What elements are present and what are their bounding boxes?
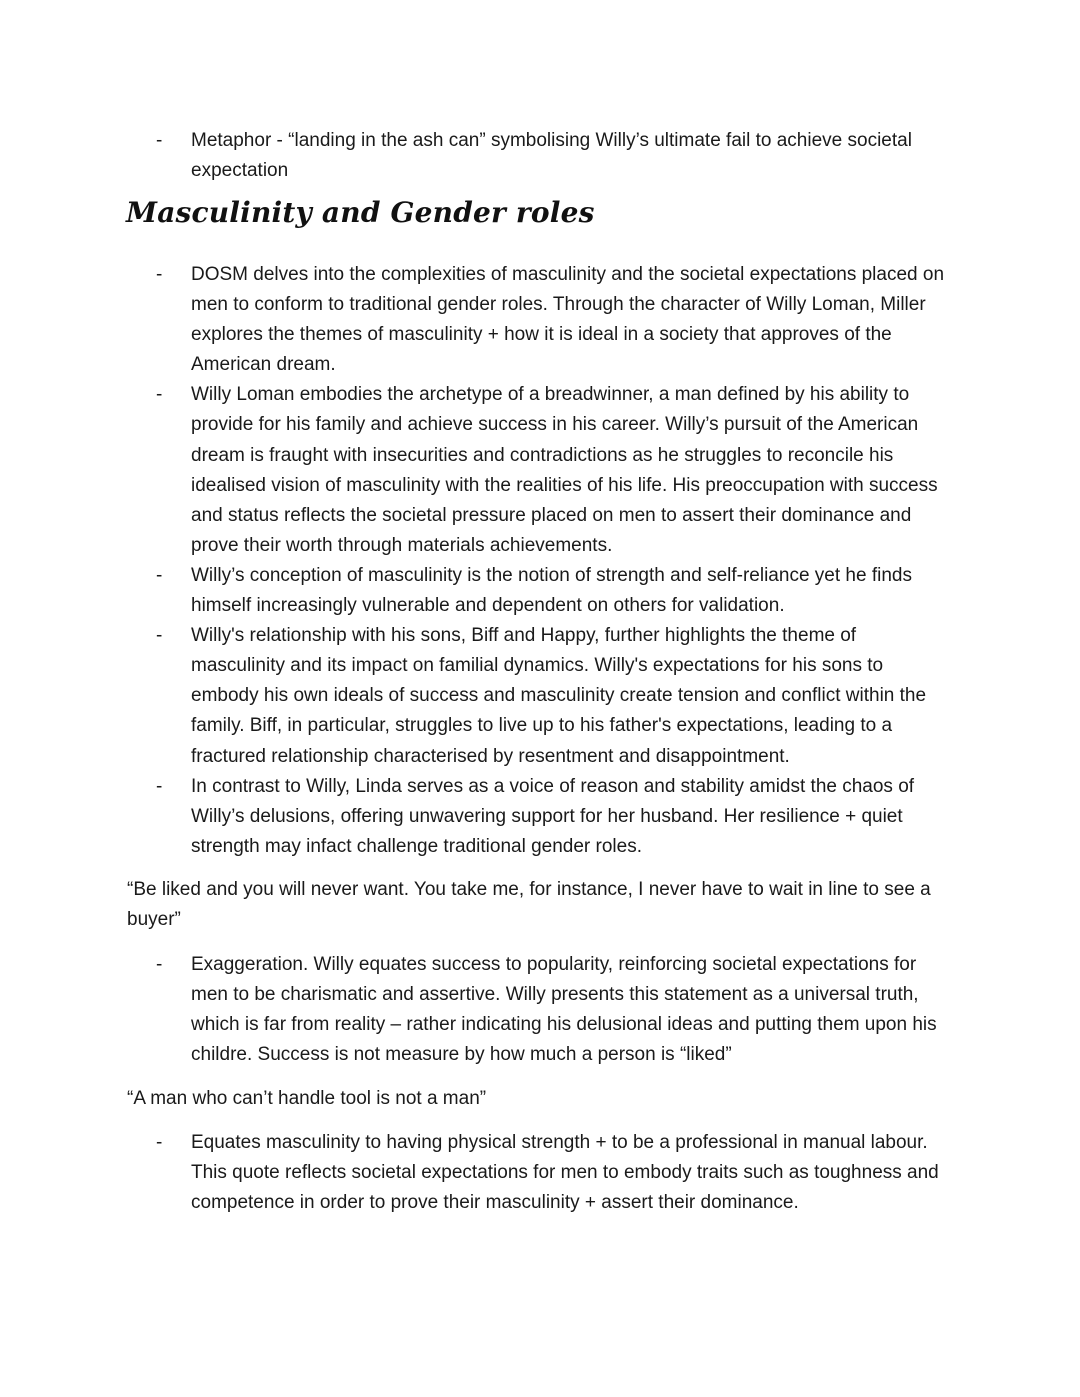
- bullet-text: Exaggeration. Willy equates success to popularity, reinforcing societal expectations for men to be charismatic and assertive. Willy presents this statement as a universal truth, which is far from reality – rather indicating his delusional ideas and putting them upon his childre. Success is not measure by how much a person is “liked”: [191, 954, 937, 1066]
- bullet-text: Willy Loman embodies the archetype of a breadwinner, a man defined by his ability to provide for his family and achieve success in his career. Willy’s pursuit of the American dream is fraught with insecurities and contradictions as he struggles to reconcile his idealised vision of masculinity with the realities of his life. His preoccupation with success and status reflects the societal pressure placed on men to assert their dominance and prove their worth through materials achievements.: [191, 384, 938, 556]
- bullet-dash: -: [156, 1132, 163, 1153]
- list-item: [0, 1128, 1080, 1218]
- bullet-dash: -: [156, 775, 163, 797]
- bullet-dash: -: [156, 625, 163, 647]
- bullet-text: Willy's relationship with his sons, Biff and Happy, further highlights the theme of masculinity and its impact on familial dynamics. Willy's expectations for his sons to embody his own ideals of success and masculinity create tension and conflict within the family. Biff, in particular, struggles to live up to his father's expectations, leading to a fractured relationship characterised by resentment and disappointment.: [191, 625, 927, 767]
- list-item: [0, 126, 1080, 186]
- section-heading: Masculinity and Gender roles: [126, 196, 595, 229]
- list-item: [0, 772, 1080, 862]
- bullet-dash: -: [156, 384, 163, 406]
- bullet-text: Metaphor - “landing in the ash can” symbolising Willy’s ultimate fail to achieve societal expectation: [191, 130, 912, 182]
- list-item: [0, 950, 1080, 1070]
- list-item: [0, 621, 1080, 771]
- list-item: [0, 561, 1080, 621]
- quote-man-tool: “A man who can’t handle tool is not a man”: [127, 1088, 487, 1109]
- bullet-dash: -: [156, 954, 163, 975]
- bullet-dash: -: [156, 564, 163, 586]
- intro-bullet-list: [0, 126, 1080, 186]
- bullet-text: Equates masculinity to having physical strength + to be a professional in manual labour. This quote reflects societal expectations for men to embody traits such as toughness and competence in order to prove their masculinity + assert their dominance.: [191, 1132, 939, 1214]
- quote1-bullet-list: [0, 950, 1080, 1070]
- bullet-dash: -: [156, 264, 163, 285]
- bullet-text: Willy’s conception of masculinity is the notion of strength and self-reliance yet he finds himself increasingly vulnerable and dependent on others for validation.: [191, 564, 912, 617]
- bullet-dash: -: [156, 130, 163, 151]
- list-item: [0, 260, 1080, 380]
- bullet-text: In contrast to Willy, Linda serves as a voice of reason and stability amidst the chaos of Willy’s delusions, offering unwavering support for her husband. Her resilience + quiet strength may infact challenge traditional gender roles.: [191, 775, 915, 857]
- quote2-bullet-list: [0, 1128, 1080, 1218]
- section-bullet-list: [0, 260, 1080, 862]
- quote-be-liked: “Be liked and you will never want. You take me, for instance, I never have to wait in line to see a buyer”: [127, 879, 931, 931]
- bullet-text: DOSM delves into the complexities of masculinity and the societal expectations placed on men to conform to traditional gender roles. Through the character of Willy Loman, Miller explores the themes of masculinity + how it is ideal in a society that approves of the American dream.: [191, 264, 945, 376]
- list-item: [0, 380, 1080, 561]
